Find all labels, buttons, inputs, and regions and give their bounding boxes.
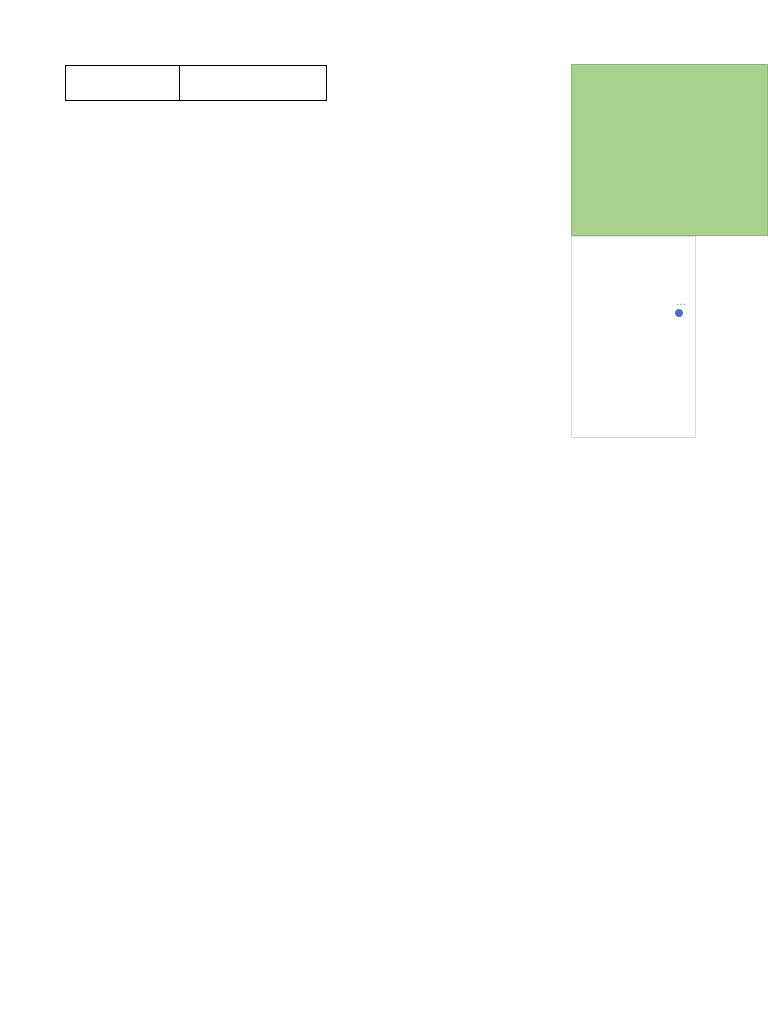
- scatter-chart-svg: [572, 237, 696, 438]
- header-iq-test: [65, 65, 180, 101]
- task-description-box: [571, 64, 768, 236]
- chart-data-point: [675, 309, 683, 317]
- chart-trend-dots: …: [676, 297, 686, 308]
- header-job-performance: [179, 65, 327, 101]
- scatter-chart: [571, 236, 696, 438]
